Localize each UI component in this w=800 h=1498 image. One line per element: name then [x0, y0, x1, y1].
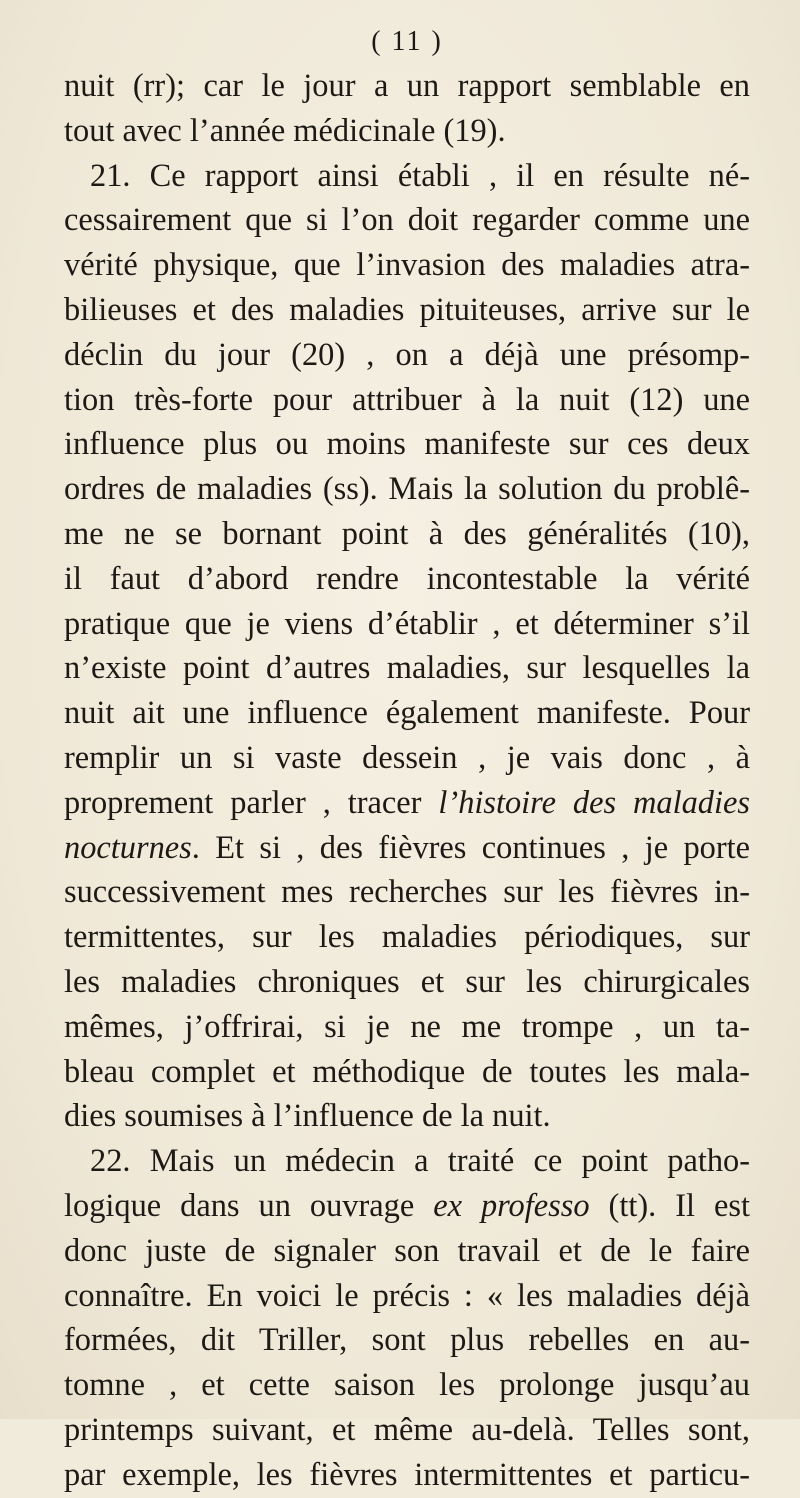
body-text — [64, 64, 750, 1498]
text-line: par exemple, les fièvres intermittentes et particu- — [64, 1456, 750, 1493]
text-line: remplir un si vaste dessein , je vais donc , à — [64, 739, 750, 776]
italic-phrase: l’histoire des maladies — [438, 784, 750, 821]
text-line: n’existe point d’autres maladies, sur lesquelles la — [64, 650, 750, 687]
text-line: tomne , et cette saison les prolonge jusqu’au — [64, 1367, 750, 1404]
text-line: ordres de maladies (ss). Mais la solution du problê- — [64, 471, 750, 508]
text-line: déclin du jour (20) , on a déjà une présomp- — [64, 336, 750, 373]
text-line — [64, 826, 750, 871]
text-fragment: logique dans un ouvrage — [64, 1187, 415, 1224]
italic-phrase: nocturnes — [64, 829, 192, 866]
text-line: formées, dit Triller, sont plus rebelles en au- — [64, 1322, 750, 1359]
text-line: nuit (rr); car le jour a un rapport semblable en — [64, 68, 750, 104]
text-line: vérité physique, que l’invasion des maladies atra- — [64, 247, 750, 284]
text-line: connaître. En voici le précis : « les maladies déjà — [64, 1277, 750, 1314]
text-line: pratique que je viens d’établir , et déterminer s’il — [64, 605, 750, 642]
text-line: il faut d’abord rendre incontestable la vérité — [64, 560, 750, 597]
text-line: influence plus ou moins manifeste sur ces deux — [64, 426, 750, 463]
text-line: cessairement que si l’on doit regarder comme une — [64, 202, 750, 239]
text-line: tout avec l’année médicinale (19). — [64, 112, 506, 149]
text-line: 22. Mais un médecin a traité ce point patho- — [90, 1143, 750, 1180]
text-line: dies soumises à l’influence de la nuit. — [64, 1098, 551, 1135]
text-line: termittentes, sur les maladies périodiques, sur — [64, 919, 750, 956]
text-line: nuit ait une influence également manifeste. Pour — [64, 695, 750, 732]
text-line: mêmes, j’offrirai, si je ne me trompe , un ta- — [64, 1008, 750, 1045]
text-fragment: (tt). Il est — [608, 1187, 750, 1224]
italic-phrase: ex professo — [433, 1187, 590, 1224]
text-line: printemps suivant, et même au-delà. Telles sont, — [64, 1411, 750, 1448]
text-line — [64, 781, 750, 826]
text-line: bleau complet et méthodique de toutes les mala- — [64, 1053, 750, 1090]
text-fragment: proprement parler , tracer — [64, 784, 422, 821]
text-line — [64, 1184, 750, 1229]
text-line: donc juste de signaler son travail et de le faire — [64, 1232, 750, 1269]
text-fragment: . Et si , des fièvres continues , je porte — [191, 829, 750, 866]
text-line: tion très-forte pour attribuer à la nuit (12) une — [64, 381, 750, 418]
text-line: successivement mes recherches sur les fièvres in- — [64, 874, 750, 911]
text-line: me ne se bornant point à des généralités (10), — [64, 515, 750, 552]
page-number: ( 11 ) — [371, 26, 443, 57]
text-line: les maladies chroniques et sur les chirurgicales — [64, 963, 750, 1000]
text-line: 21. Ce rapport ainsi établi , il en résulte né- — [90, 157, 750, 194]
text-line: bilieuses et des maladies pituiteuses, arrive sur le — [64, 291, 750, 328]
